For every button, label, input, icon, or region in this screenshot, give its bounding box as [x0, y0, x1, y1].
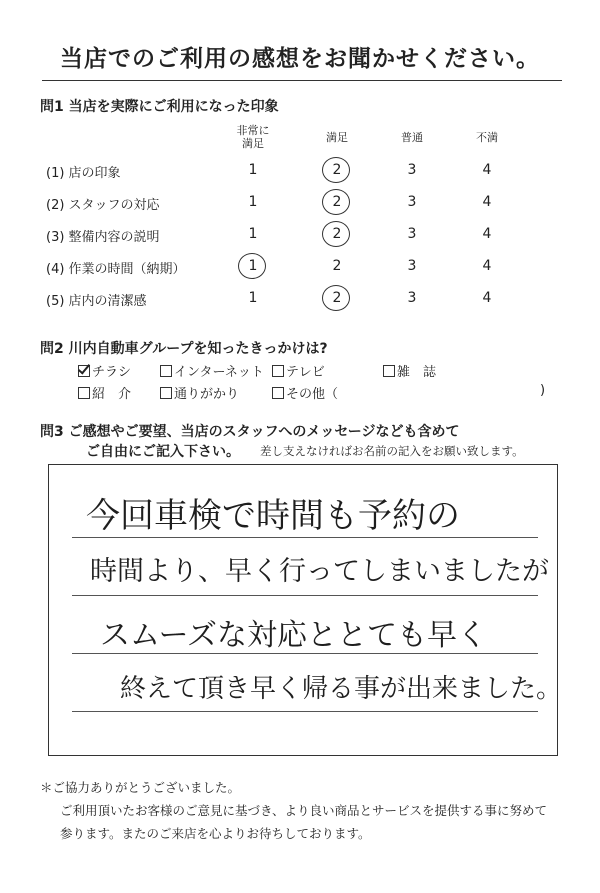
q1-row-label: (5) 店内の清潔感 — [46, 294, 147, 309]
q1-rating-option[interactable]: 4 — [482, 162, 492, 178]
q1-rating-option[interactable]: 3 — [407, 162, 417, 178]
survey-title: 当店でのご利用の感想をお聞かせください。 — [60, 46, 540, 72]
source-option-label: インターネット — [174, 365, 264, 380]
comment-line-4 — [72, 711, 538, 712]
checkbox-icon[interactable] — [272, 365, 284, 377]
selected-rating-circle — [322, 221, 350, 247]
q1-rating-option[interactable]: 2 — [332, 194, 342, 210]
source-option[interactable] — [78, 383, 131, 402]
checkbox-icon[interactable] — [272, 387, 284, 399]
col-very-satisfied — [218, 124, 288, 150]
q1-rating-option[interactable]: 3 — [407, 226, 417, 242]
footer-line2: ご利用頂いたお客様のご意見に基づき、より良い商品とサービスを提供する事に努めて — [60, 803, 548, 818]
checkbox-icon[interactable] — [78, 365, 90, 377]
source-option[interactable] — [160, 383, 239, 402]
handwritten-line-3: スムーズな対応ととても早く — [100, 618, 487, 653]
comment-line-1 — [72, 537, 538, 538]
q1-rating-option[interactable]: 3 — [407, 258, 417, 274]
col-dissatisfied: 不満 — [476, 131, 498, 144]
q3-heading-line1: 問3 ご感想やご要望、当店のスタッフへのメッセージなども含めて — [40, 424, 460, 440]
q1-rating-option[interactable]: 2 — [332, 258, 342, 274]
selected-rating-circle — [322, 189, 350, 215]
handwritten-line-2: 時間より、早く行ってしまいましたが — [90, 556, 549, 587]
q2-heading: 問2 川内自動車グループを知ったきっかけは? — [40, 341, 328, 357]
footer-thanks: ＊ご協力ありがとうございました。 — [40, 780, 241, 795]
source-option-label: 紹 介 — [92, 387, 132, 402]
q1-row-label: (1) 店の印象 — [46, 166, 121, 181]
source-option-label: テレビ — [286, 365, 325, 380]
q1-rating-option[interactable]: 4 — [482, 226, 492, 242]
col-normal: 普通 — [401, 131, 423, 144]
comment-line-2 — [72, 595, 538, 596]
q1-rating-option[interactable]: 4 — [482, 194, 492, 210]
other-close-paren: ) — [540, 383, 546, 398]
q1-rating-option[interactable]: 1 — [248, 290, 258, 306]
q1-rating-option[interactable]: 4 — [482, 290, 492, 306]
source-option-label: チラシ — [92, 365, 132, 380]
col-very-satisfied-line2: 満足 — [242, 137, 264, 150]
checkbox-icon[interactable] — [160, 387, 172, 399]
q1-rating-option[interactable]: 3 — [407, 194, 417, 210]
q3-note: 差し支えなければお名前の記入をお願い致します。 — [260, 444, 524, 458]
source-option-label: 通りがかり — [174, 387, 240, 402]
checkbox-icon[interactable] — [160, 365, 172, 377]
q1-rating-option[interactable]: 2 — [332, 290, 342, 306]
q1-row-label: (2) スタッフの対応 — [46, 198, 160, 213]
selected-rating-circle — [322, 157, 350, 183]
source-option[interactable] — [383, 361, 436, 380]
checkbox-icon[interactable] — [78, 387, 90, 399]
source-option[interactable] — [272, 383, 338, 402]
q1-rating-option[interactable]: 4 — [482, 258, 492, 274]
title-underline — [42, 80, 562, 81]
footer-line3: 参ります。またのご来店を心よりお待ちしております。 — [60, 826, 371, 841]
q1-rating-option[interactable]: 2 — [332, 226, 342, 242]
q1-rating-option[interactable]: 1 — [248, 194, 258, 210]
selected-rating-circle — [238, 253, 266, 279]
q1-rating-option[interactable]: 1 — [248, 258, 258, 274]
q1-row-label: (4) 作業の時間（納期） — [46, 262, 186, 277]
q1-rating-option[interactable]: 1 — [248, 226, 258, 242]
checkbox-icon[interactable] — [383, 365, 395, 377]
source-option[interactable] — [160, 361, 264, 380]
source-option[interactable] — [78, 361, 131, 380]
col-satisfied: 満足 — [326, 131, 348, 144]
q1-heading: 問1 当店を実際にご利用になった印象 — [40, 99, 279, 115]
handwritten-line-4: 終えて頂き早く帰る事が出来ました。 — [120, 674, 563, 704]
selected-rating-circle — [322, 285, 350, 311]
source-option-label: その他（ — [286, 387, 339, 402]
q1-row-label: (3) 整備内容の説明 — [46, 230, 160, 245]
source-option[interactable] — [272, 361, 325, 380]
q1-rating-option[interactable]: 3 — [407, 290, 417, 306]
q3-heading-line2: ご自由にご記入下さい。 — [86, 444, 240, 460]
q1-rating-option[interactable]: 1 — [248, 162, 258, 178]
q1-rating-option[interactable]: 2 — [332, 162, 342, 178]
source-option-label: 雑 誌 — [397, 365, 437, 380]
col-very-satisfied-line1: 非常に — [236, 124, 270, 137]
handwritten-line-1: 今回車検で時間も予約の — [86, 496, 460, 536]
